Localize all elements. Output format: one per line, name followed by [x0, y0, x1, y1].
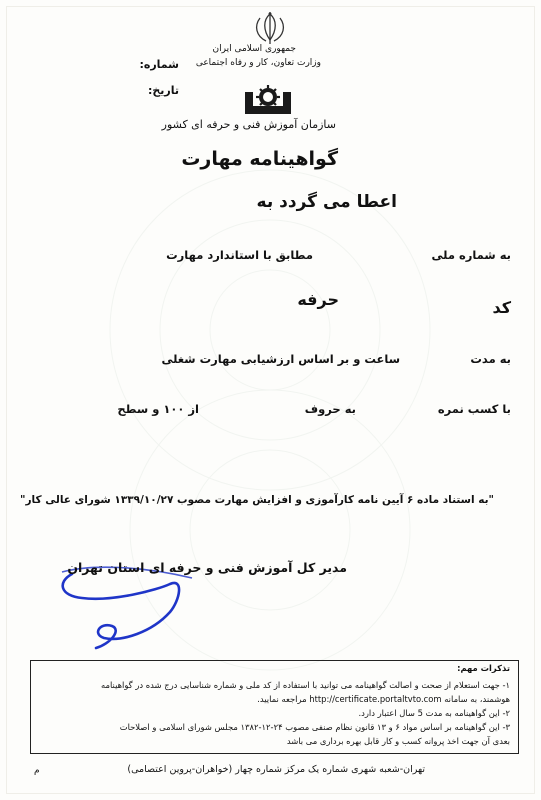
footer-address: تهران-شعبه شهری شماره یک مرکز شماره چهار (خواهران-پروین اعتصامی) [127, 764, 425, 775]
tvto-logo-icon [243, 84, 293, 118]
code-label: کد [492, 298, 511, 317]
iran-emblem-icon [248, 10, 292, 48]
note-line: ۳- این گواهینامه بر اساس مواد ۶ و ۱۳ قانون نظام صنفی مصوب ۲۴-۱۲-۱۳۸۲ مجلس شورای اسلامی و اصلاحات [119, 722, 510, 732]
footer-mark: م [34, 766, 40, 776]
note-line: ۱- جهت استعلام از صحت و اصالت گواهینامه می توانید با استفاده از کد ملی و شماره شناسایی درج شده در گواهینامه [101, 680, 510, 690]
note-line: هوشمند، به سامانه http://certificate.portaltvto.com مراجعه نمایید. [257, 694, 510, 704]
note-line: بعدی آن جهت اخذ پروانه کسب و کار قابل بهره برداری می باشد [286, 736, 510, 746]
trade-label: حرفه [297, 290, 339, 309]
letters-label: به حروف [304, 402, 356, 416]
awarded-to-text: اعطا می گردد به [256, 192, 397, 212]
legal-basis-text: "به استناد ماده ۶ آیین نامه کارآموزی و افزایش مهارت مصوب ۱۳۳۹/۱۰/۲۷ شورای عالی کار" [20, 494, 494, 506]
per-standard-label: مطابق با استاندارد مهارت [166, 248, 313, 262]
duration-label: به مدت [470, 352, 511, 366]
hours-label: ساعت و بر اساس ارزشیابی مهارت شغلی [161, 352, 400, 366]
important-notes-box [30, 660, 519, 754]
score-label: با کسب نمره [437, 402, 511, 416]
score-of-label: از ۱۰۰ و سطح [117, 402, 199, 416]
notes-heading: تذکرات مهم: [457, 663, 510, 673]
organization-name: سازمان آموزش فنی و حرفه ای کشور [161, 118, 336, 131]
note-line: ۲- این گواهینامه به مدت 5 سال اعتبار دارد. [358, 708, 510, 718]
ministry-text: وزارت تعاون، کار و رفاه اجتماعی [195, 58, 321, 68]
date-label: تاریخ: [147, 84, 179, 97]
number-label: شماره: [139, 58, 179, 71]
national-id-label: به شماره ملی [431, 248, 511, 262]
republic-text: جمهوری اسلامی ایران [212, 44, 296, 54]
signatory-title: مدیر کل آموزش فنی و حرفه ای استان تهران [67, 560, 347, 575]
certificate-title: گواهینامه مهارت [181, 148, 338, 170]
